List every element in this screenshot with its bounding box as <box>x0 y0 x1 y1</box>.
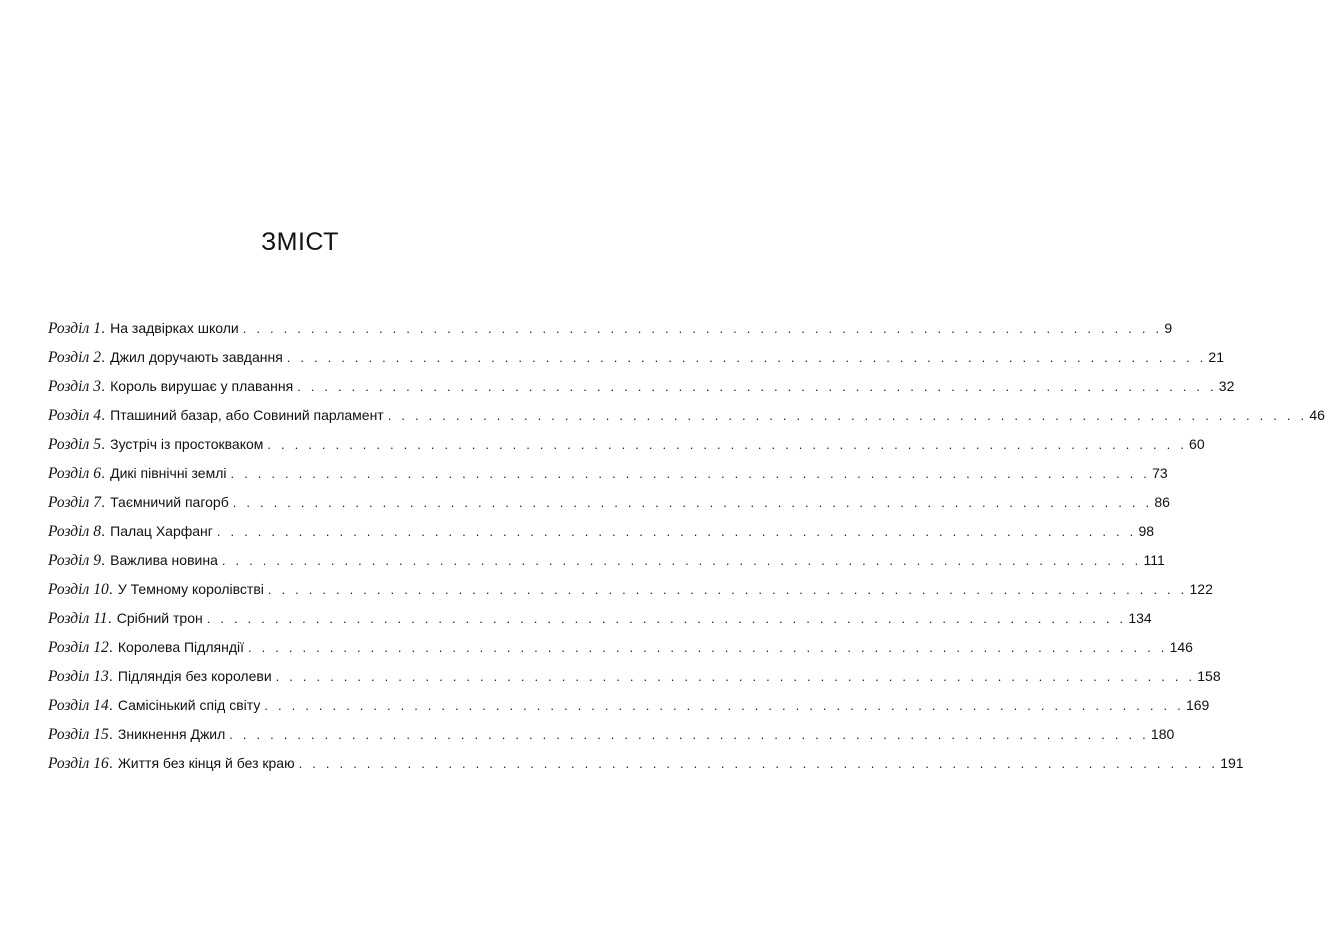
toc-entry-11 <box>48 608 1152 637</box>
page-number: 158 <box>1197 668 1221 684</box>
dot-leader: . . . . . . . . . . . . . . . . . . . . . . . . . . . . . . . . . . . . . . . . . . . . . . . . . . . . . . . . . . . . . . . . . . . . <box>242 321 1163 336</box>
chapter-number: 4 <box>93 407 101 424</box>
chapter-number: 11 <box>93 610 108 627</box>
page-number: 86 <box>1154 494 1170 510</box>
page-number: 191 <box>1220 755 1244 771</box>
chapter-number-dot: . <box>108 639 113 656</box>
chapter-number-dot: . <box>100 436 106 453</box>
chapter-title: У Темному королівстві <box>117 581 264 597</box>
dot-leader: . . . . . . . . . . . . . . . . . . . . . . . . . . . . . . . . . . . . . . . . . . . . . . . . . . . . . . . . . . . . . . . . . . . . <box>221 553 1142 568</box>
dot-leader: . . . . . . . . . . . . . . . . . . . . . . . . . . . . . . . . . . . . . . . . . . . . . . . . . . . . . . . . . . . . . . . . . . . . <box>275 669 1196 684</box>
dot-leader: . . . . . . . . . . . . . . . . . . . . . . . . . . . . . . . . . . . . . . . . . . . . . . . . . . . . . . . . . . . . . . . . . . . . <box>247 640 1168 655</box>
toc-entry-8 <box>48 521 1155 550</box>
page-number: 180 <box>1150 726 1175 742</box>
toc-entry-9 <box>48 550 1165 579</box>
chapter-number-dot: . <box>100 378 106 395</box>
chapter-number: 10 <box>93 581 109 598</box>
chapter-number-dot: . <box>107 610 112 627</box>
chapter-word: Розділ <box>48 436 90 453</box>
page-number: 146 <box>1169 639 1193 655</box>
toc-entry-2 <box>48 347 1224 376</box>
chapter-number-dot: . <box>100 552 106 569</box>
chapter-title: Дикі північні землі <box>110 465 227 481</box>
chapter-title: Срібний трон <box>116 610 203 626</box>
chapter-number-dot: . <box>108 726 113 743</box>
page-number: 73 <box>1152 465 1168 481</box>
chapter-word: Розділ <box>48 726 90 743</box>
chapter-number: 9 <box>93 552 101 569</box>
chapter-number-dot: . <box>100 349 106 366</box>
page-number: 111 <box>1143 552 1165 568</box>
dot-leader: . . . . . . . . . . . . . . . . . . . . . . . . . . . . . . . . . . . . . . . . . . . . . . . . . . . . . . . . . . . . . . . . . . . . <box>230 466 1151 481</box>
chapter-word: Розділ <box>48 581 90 598</box>
chapter-number: 7 <box>93 494 101 511</box>
page-number: 122 <box>1189 581 1213 597</box>
chapter-title: Таємничий пагорб <box>110 494 229 510</box>
chapter-number: 6 <box>93 465 101 482</box>
dot-leader: . . . . . . . . . . . . . . . . . . . . . . . . . . . . . . . . . . . . . . . . . . . . . . . . . . . . . . . . . . . . . . . . . . . . <box>298 756 1219 771</box>
chapter-word: Розділ <box>48 320 90 337</box>
chapter-word: Розділ <box>48 639 90 656</box>
toc-entry-14 <box>48 695 1210 724</box>
page-number: 46 <box>1309 407 1325 423</box>
toc-entry-13 <box>48 666 1221 695</box>
chapter-number: 3 <box>93 378 101 395</box>
toc-entry-6 <box>48 463 1168 492</box>
chapter-word: Розділ <box>48 465 90 482</box>
dot-leader: . . . . . . . . . . . . . . . . . . . . . . . . . . . . . . . . . . . . . . . . . . . . . . . . . . . . . . . . . . . . . . . . . . . . <box>206 611 1127 626</box>
toc-entry-10 <box>48 579 1213 608</box>
chapter-title: На задвірках школи <box>110 320 239 336</box>
chapter-word: Розділ <box>48 552 90 569</box>
chapter-number-dot: . <box>108 755 113 772</box>
page-number: 134 <box>1128 610 1152 626</box>
chapter-word: Розділ <box>48 697 90 714</box>
chapter-number: 2 <box>93 349 101 366</box>
toc-entry-1 <box>48 318 1173 347</box>
chapter-title: Зустріч із простокваком <box>110 436 264 452</box>
chapter-title: Підляндія без королеви <box>117 668 272 684</box>
chapter-word: Розділ <box>48 755 90 772</box>
table-of-contents <box>48 318 1325 782</box>
dot-leader: . . . . . . . . . . . . . . . . . . . . . . . . . . . . . . . . . . . . . . . . . . . . . . . . . . . . . . . . . . . . . . . . . . . . <box>267 437 1188 452</box>
chapter-number-dot: . <box>100 494 106 511</box>
page-number: 60 <box>1189 436 1205 452</box>
chapter-word: Розділ <box>48 523 90 540</box>
chapter-title: Джил доручають завдання <box>110 349 283 365</box>
chapter-title: Пташиний базар, або Совиний парламент <box>110 407 384 423</box>
chapter-number-dot: . <box>100 407 106 424</box>
toc-entry-3 <box>48 376 1235 405</box>
chapter-number: 16 <box>93 755 109 772</box>
dot-leader: . . . . . . . . . . . . . . . . . . . . . . . . . . . . . . . . . . . . . . . . . . . . . . . . . . . . . . . . . . . . . . . . . . . . <box>297 379 1217 394</box>
chapter-title: Життя без кінця й без краю <box>117 755 295 771</box>
chapter-number: 1 <box>93 320 101 337</box>
chapter-title: Палац Харфанг <box>110 523 213 539</box>
page-number: 98 <box>1138 523 1155 539</box>
chapter-number-dot: . <box>108 668 113 685</box>
chapter-number: 13 <box>93 668 109 685</box>
chapter-word: Розділ <box>48 494 90 511</box>
chapter-number-dot: . <box>100 320 106 337</box>
dot-leader: . . . . . . . . . . . . . . . . . . . . . . . . . . . . . . . . . . . . . . . . . . . . . . . . . . . . . . . . . . . . . . . . . . . . <box>216 524 1137 539</box>
toc-entry-7 <box>48 492 1170 521</box>
chapter-number: 5 <box>93 436 101 453</box>
chapter-word: Розділ <box>48 378 90 395</box>
dot-leader: . . . . . . . . . . . . . . . . . . . . . . . . . . . . . . . . . . . . . . . . . . . . . . . . . . . . . . . . . . . . . . . . . . . . <box>229 727 1149 742</box>
chapter-number-dot: . <box>100 465 106 482</box>
toc-entry-16 <box>48 753 1244 782</box>
dot-leader: . . . . . . . . . . . . . . . . . . . . . . . . . . . . . . . . . . . . . . . . . . . . . . . . . . . . . . . . . . . . . . . . . . . . <box>267 582 1188 597</box>
toc-entry-15 <box>48 724 1175 753</box>
chapter-word: Розділ <box>48 610 90 627</box>
chapter-word: Розділ <box>48 407 90 424</box>
page-title: ЗМІСТ <box>261 228 339 256</box>
page-number: 169 <box>1185 697 1210 713</box>
chapter-word: Розділ <box>48 349 90 366</box>
page-number: 9 <box>1164 320 1173 336</box>
toc-entry-12 <box>48 637 1193 666</box>
page-number: 21 <box>1208 349 1224 365</box>
chapter-title: Важлива новина <box>110 552 218 568</box>
toc-entry-5 <box>48 434 1205 463</box>
chapter-title: Король вирушає у плавання <box>110 378 294 394</box>
page-number: 32 <box>1218 378 1235 394</box>
toc-entry-4 <box>48 405 1325 434</box>
chapter-number: 8 <box>93 523 101 540</box>
chapter-number-dot: . <box>108 697 113 714</box>
chapter-word: Розділ <box>48 668 90 685</box>
chapter-title: Зникнення Джил <box>117 726 226 742</box>
chapter-number: 15 <box>93 726 109 743</box>
chapter-number-dot: . <box>108 581 113 598</box>
chapter-number: 14 <box>93 697 109 714</box>
chapter-number: 12 <box>93 639 109 656</box>
dot-leader: . . . . . . . . . . . . . . . . . . . . . . . . . . . . . . . . . . . . . . . . . . . . . . . . . . . . . . . . . . . . . . . . . . . . <box>232 495 1153 510</box>
chapter-title: Королева Підляндії <box>117 639 244 655</box>
dot-leader: . . . . . . . . . . . . . . . . . . . . . . . . . . . . . . . . . . . . . . . . . . . . . . . . . . . . . . . . . . . . . . . . . . . . <box>264 698 1184 713</box>
dot-leader: . . . . . . . . . . . . . . . . . . . . . . . . . . . . . . . . . . . . . . . . . . . . . . . . . . . . . . . . . . . . . . . . . . . . <box>286 350 1207 365</box>
chapter-title: Самісінький спід світу <box>117 697 261 713</box>
chapter-number-dot: . <box>100 523 106 540</box>
dot-leader: . . . . . . . . . . . . . . . . . . . . . . . . . . . . . . . . . . . . . . . . . . . . . . . . . . . . . . . . . . . . . . . . . . . . <box>387 408 1308 423</box>
